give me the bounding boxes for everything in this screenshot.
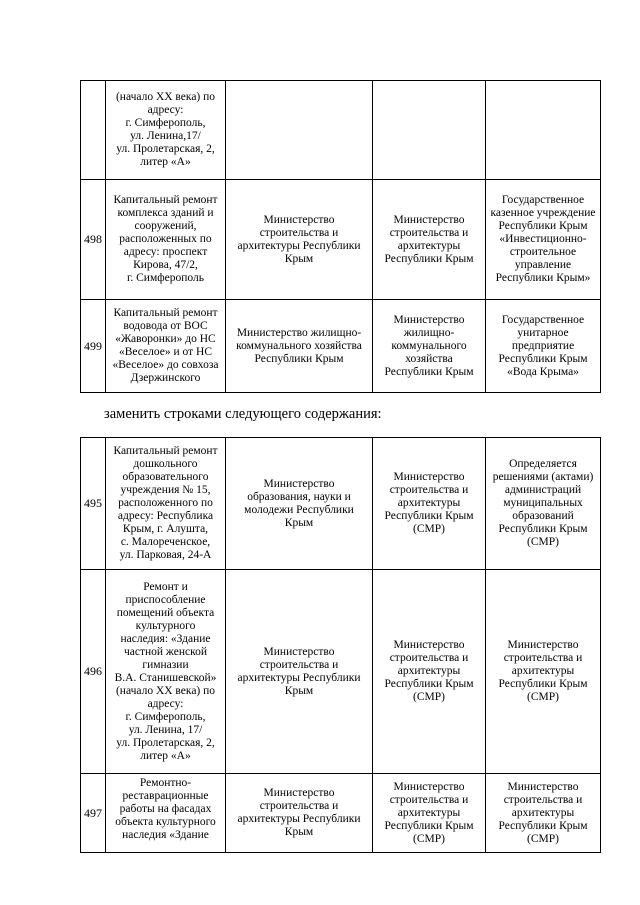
contractor-cell: Определяется решениями (актами) администраций муниципальных образований Республики Крым (СМР) (486, 438, 601, 570)
developer-cell: Министерство строительства и архитектуры Республики Крым (СМР) (373, 774, 486, 853)
developer-cell: Министерство жилищно- коммунального хозяйства Республики Крым (373, 300, 486, 393)
developer-cell: Министерство строительства и архитектуры Республики Крым (373, 180, 486, 300)
contractor-cell: Государственное казенное учреждение Республики Крым «Инвестиционно- строительное управление Республики Крым» (486, 180, 601, 300)
row-number-cell (81, 81, 106, 180)
developer-cell (373, 81, 486, 180)
objects-table-previous (80, 80, 601, 393)
replacement-phrase: заменить строками следующего содержания: (104, 406, 382, 422)
customer-cell: Министерство образования, науки и молодежи Республики Крым (226, 438, 373, 570)
table-row (81, 180, 601, 300)
contractor-cell: Министерство строительства и архитектуры Республики Крым (СМР) (486, 774, 601, 853)
row-number-cell: 497 (81, 774, 106, 853)
table-row (81, 438, 601, 570)
customer-cell: Министерство строительства и архитектуры Республики Крым (226, 180, 373, 300)
developer-cell: Министерство строительства и архитектуры Республики Крым (СМР) (373, 570, 486, 774)
table-row (81, 81, 601, 180)
row-number-cell: 496 (81, 570, 106, 774)
row-number-cell: 495 (81, 438, 106, 570)
contractor-cell: Государственное унитарное предприятие Республики Крым «Вода Крыма» (486, 300, 601, 393)
row-number-cell: 498 (81, 180, 106, 300)
object-name-cell: Ремонтно- реставрационные работы на фасадах объекта культурного наследия «Здание (106, 774, 226, 853)
developer-cell: Министерство строительства и архитектуры Республики Крым (СМР) (373, 438, 486, 570)
row-number-cell: 499 (81, 300, 106, 393)
customer-cell (226, 81, 373, 180)
customer-cell: Министерство строительства и архитектуры Республики Крым (226, 570, 373, 774)
object-name-cell: (начало XX века) по адресу: г. Симферополь, ул. Ленина,17/ ул. Пролетарская, 2, литер «А» (106, 81, 226, 180)
object-name-cell: Капитальный ремонт дошкольного образовательного учреждения № 15, расположенного по адресу: Республика Крым, г. Алушта, с. Малореченское, ул. Парковая, 24-А (106, 438, 226, 570)
table-row (81, 774, 601, 853)
table-row (81, 570, 601, 774)
contractor-cell (486, 81, 601, 180)
table-row (81, 300, 601, 393)
object-name-cell: Капитальный ремонт водовода от ВОС «Жаворонки» до НС «Веселое» и от НС «Веселое» до совхоза Дзержинского (106, 300, 226, 393)
customer-cell: Министерство строительства и архитектуры Республики Крым (226, 774, 373, 853)
object-name-cell: Ремонт и приспособление помещений объекта культурного наследия: «Здание частной женской гимназии В.А. Станишевской» (начало XX века) по адресу: г. Симферополь, ул. Ленина, 17/ ул. Пролетарская, 2, литер «А» (106, 570, 226, 774)
contractor-cell: Министерство строительства и архитектуры Республики Крым (СМР) (486, 570, 601, 774)
object-name-cell: Капитальный ремонт комплекса зданий и сооружений, расположенных по адресу: проспект Кирова, 47/2, г. Симферополь (106, 180, 226, 300)
customer-cell: Министерство жилищно- коммунального хозяйства Республики Крым (226, 300, 373, 393)
objects-table-replacement (80, 437, 601, 853)
